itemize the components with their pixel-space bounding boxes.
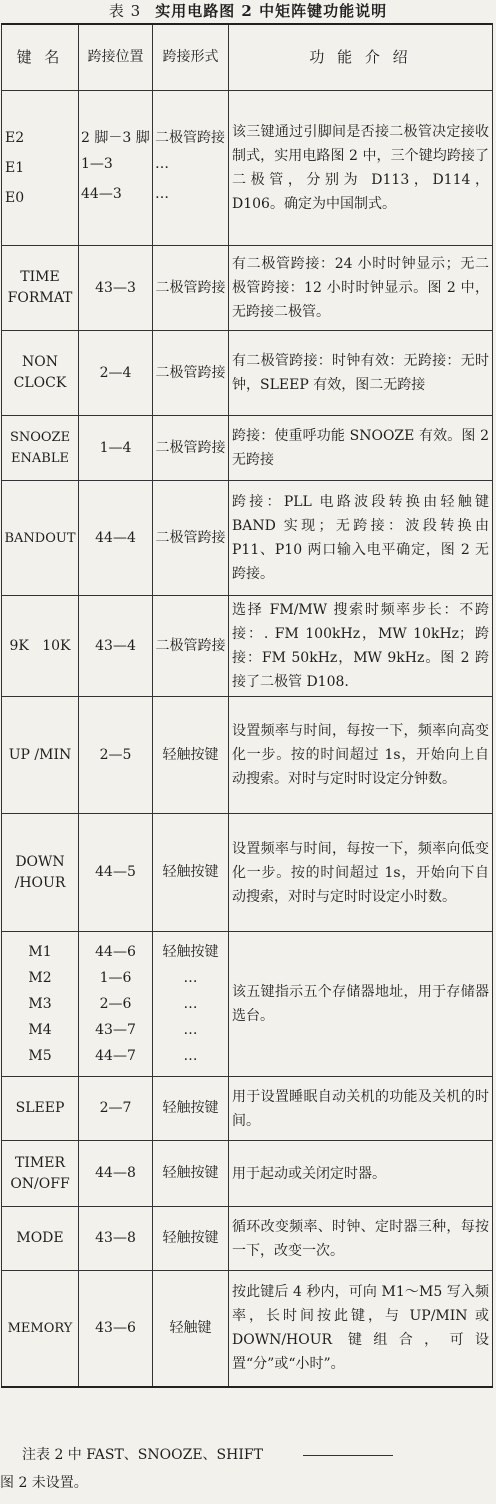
table-row — [2, 481, 493, 596]
form: 二极管跨接 — [155, 130, 225, 146]
description-cell: 设置频率与时间，每按一下，频率向高变化一步。按的时间超过 1s，开始向上自动搜索。对时与定时时设定分钟数。 — [229, 697, 493, 814]
table-row — [2, 932, 493, 1077]
description-cell: 用于设置睡眠自动关机的功能及关机的时间。 — [229, 1077, 493, 1141]
description-cell: 设置频率与时间，每按一下，频率向低变化一步。按的时间超过 1s，开始向下自动搜索，对时与定时时设定小时数。 — [229, 814, 493, 932]
form: … — [183, 996, 198, 1012]
table-caption — [0, 0, 496, 22]
key-name: M5 — [28, 1048, 52, 1064]
form-cell: 轻触按键 — [153, 1141, 229, 1207]
table-row — [2, 246, 493, 331]
description-cell: 跨接：PLL 电路波段转换由轻触键 BAND 实现；无跨接：波段转换由 P11、P10 两口输入电平确定，图 2 无跨接。 — [229, 481, 493, 596]
form-cell: 二极管跨接 — [153, 246, 229, 331]
key-name-cell: DOWN /HOUR — [2, 814, 79, 932]
table-title: 实用电路图 2 中矩阵键功能说明 — [155, 2, 388, 20]
form: 轻触按键 — [162, 944, 219, 960]
description-cell: 选择 FM/MW 搜索时频率步长：不跨接：. FM 100kHz，MW 10kHz；跨接：FM 50kHz，MW 9kHz。图 2 跨接了二极管 D108. — [229, 596, 493, 697]
key-name-cell — [2, 91, 79, 246]
position: 44—3 — [81, 186, 122, 202]
table-number: 表 3 — [108, 2, 142, 20]
key-name-cell: SLEEP — [2, 1077, 79, 1141]
footnote-rule — [303, 1455, 393, 1456]
table-row — [2, 814, 493, 932]
key-name-cell — [2, 932, 79, 1077]
key-name: M2 — [28, 970, 52, 986]
form-cell: 二极管跨接 — [153, 331, 229, 416]
description-cell: 按此键后 4 秒内，可向 M1～M5 写入频率，长时间按此键，与 UP/MIN 或 DOWN/HOUR 键组合，可设置“分”或“小时”。 — [229, 1271, 493, 1387]
form-cell: 轻触键 — [153, 1271, 229, 1387]
form: … — [155, 156, 169, 172]
description-cell: 该三键通过引脚间是否接二极管决定接收制式，实用电路图 2 中，三个键均跨接了二极管，分别为 D113，D114，D106。确定为中国制式。 — [229, 91, 493, 246]
key-name: E2 — [5, 130, 25, 146]
position: 44—6 — [95, 944, 136, 960]
header-form: 跨接形式 — [153, 24, 229, 91]
table-row — [2, 1271, 493, 1387]
description-cell: 有二极管跨接：24 小时时钟显示；无二极管跨接：12 小时时钟显示。图 2 中，无跨接二极管。 — [229, 246, 493, 331]
position-cell: 1—4 — [79, 416, 153, 481]
key-name-cell: UP /MIN — [2, 697, 79, 814]
form-cell: 轻触按键 — [153, 814, 229, 932]
key-name: E0 — [5, 190, 25, 206]
key-name-cell: TIME FORMAT — [2, 246, 79, 331]
form-cell: 轻触按键 — [153, 697, 229, 814]
position: 1—3 — [81, 156, 113, 172]
position-cell: 44—8 — [79, 1141, 153, 1207]
description-cell: 循环改变频率、时钟、定时器三种，每按一下，改变一次。 — [229, 1207, 493, 1271]
header-function: 功 能 介 绍 — [229, 24, 493, 91]
key-name-cell: NON CLOCK — [2, 331, 79, 416]
table-row — [2, 697, 493, 814]
table-row — [2, 416, 493, 481]
table-row — [2, 1207, 493, 1271]
description-cell: 有二极管跨接：时钟有效：无跨接：无时钟，SLEEP 有效，图二无跨接 — [229, 331, 493, 416]
footnote-line: 注表 2 中 FAST、SNOOZE、SHIFT — [0, 1441, 490, 1469]
key-name-cell: 9K 10K — [2, 596, 79, 697]
key-name-cell: TIMER ON/OFF — [2, 1141, 79, 1207]
position-cell: 43—3 — [79, 246, 153, 331]
position-cell: 43—4 — [79, 596, 153, 697]
key-name-cell: BANDOUT — [2, 481, 79, 596]
table-footnote — [0, 1441, 490, 1497]
form-cell — [153, 91, 229, 246]
position: 43—7 — [95, 1022, 136, 1038]
form-cell: 二极管跨接 — [153, 596, 229, 697]
form: … — [183, 1022, 198, 1038]
table-row — [2, 91, 493, 246]
table-row — [2, 331, 493, 416]
form: … — [155, 186, 169, 202]
position-cell — [79, 91, 153, 246]
position-cell: 44—4 — [79, 481, 153, 596]
table-row — [2, 596, 493, 697]
position: 1—6 — [99, 970, 132, 986]
form-cell: 二极管跨接 — [153, 481, 229, 596]
key-name-cell: MEMORY — [2, 1271, 79, 1387]
position: 44—7 — [95, 1048, 136, 1064]
header-key-name: 键 名 — [2, 24, 79, 91]
key-name: M4 — [28, 1022, 52, 1038]
form-cell: 轻触按键 — [153, 1077, 229, 1141]
position-cell: 2—4 — [79, 331, 153, 416]
form-cell — [153, 932, 229, 1077]
key-name: M1 — [28, 944, 52, 960]
position-cell: 43—8 — [79, 1207, 153, 1271]
position-cell: 44—5 — [79, 814, 153, 932]
position-cell — [79, 932, 153, 1077]
header-position: 跨接位置 — [79, 24, 153, 91]
position-cell: 2—5 — [79, 697, 153, 814]
table-row — [2, 1077, 493, 1141]
form-cell: 轻触按键 — [153, 1207, 229, 1271]
position: 2 脚－3 脚 — [81, 130, 150, 146]
position-cell: 43—6 — [79, 1271, 153, 1387]
key-name: M3 — [28, 996, 52, 1012]
position-cell: 2—7 — [79, 1077, 153, 1141]
key-name-cell: SNOOZE ENABLE — [2, 416, 79, 481]
key-name: E1 — [5, 160, 25, 176]
description-cell: 该五键指示五个存储器地址，用于存储器选台。 — [229, 932, 493, 1077]
description-cell: 跨接：使重呼功能 SNOOZE 有效。图 2 无跨接 — [229, 416, 493, 481]
table-row — [2, 1141, 493, 1207]
header-row — [2, 24, 493, 91]
form-cell: 二极管跨接 — [153, 416, 229, 481]
description-cell: 用于起动或关闭定时器。 — [229, 1141, 493, 1207]
footnote-line: 图 2 未设置。 — [0, 1475, 88, 1491]
key-function-table — [1, 23, 493, 1388]
position: 2—6 — [99, 996, 132, 1012]
key-name-cell: MODE — [2, 1207, 79, 1271]
form: … — [183, 970, 198, 986]
form: … — [183, 1048, 198, 1064]
